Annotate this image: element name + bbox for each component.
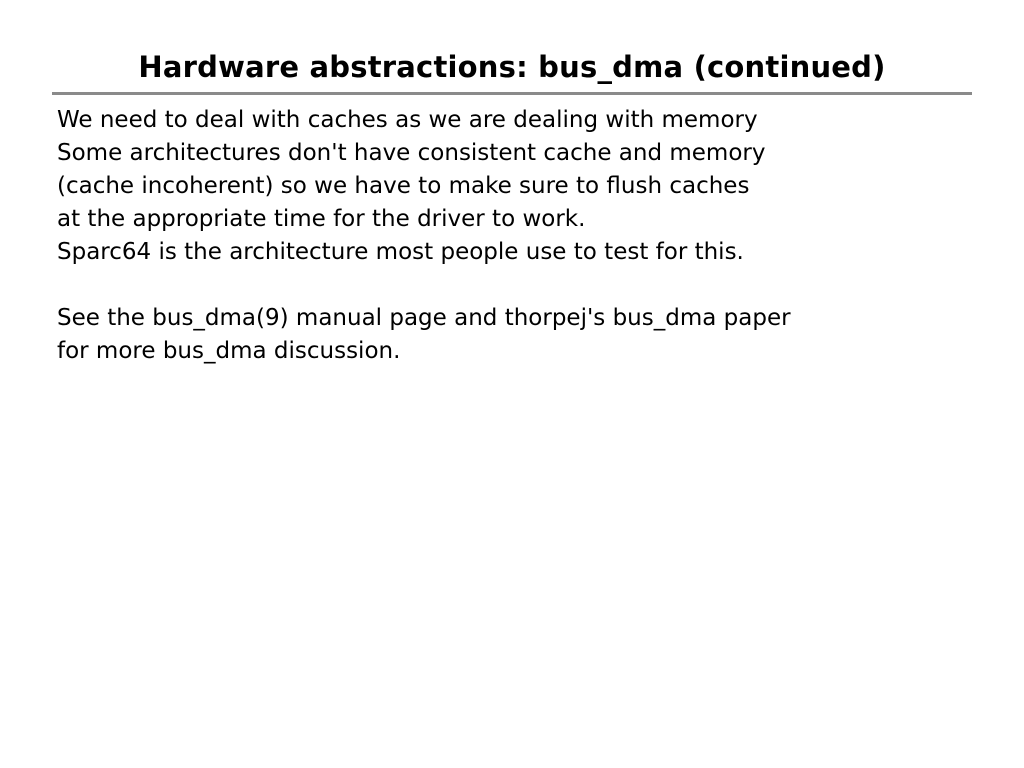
body-line: for more bus_dma discussion. bbox=[57, 338, 401, 364]
page-title: Hardware abstractions: bus_dma (continued) bbox=[138, 50, 886, 84]
title-divider bbox=[52, 92, 972, 95]
body-line-spacer bbox=[57, 269, 987, 302]
body-line: We need to deal with caches as we are dealing with memory bbox=[57, 107, 758, 133]
body-line: (cache incoherent) so we have to make sure to flush caches bbox=[57, 173, 750, 199]
body-line: Some architectures don't have consistent cache and memory bbox=[57, 140, 766, 166]
body-line: at the appropriate time for the driver to work. bbox=[57, 206, 586, 232]
body-line: Sparc64 is the architecture most people use to test for this. bbox=[57, 239, 744, 265]
body-line: See the bus_dma(9) manual page and thorpej's bus_dma paper bbox=[57, 305, 791, 331]
slide-body bbox=[57, 104, 987, 368]
